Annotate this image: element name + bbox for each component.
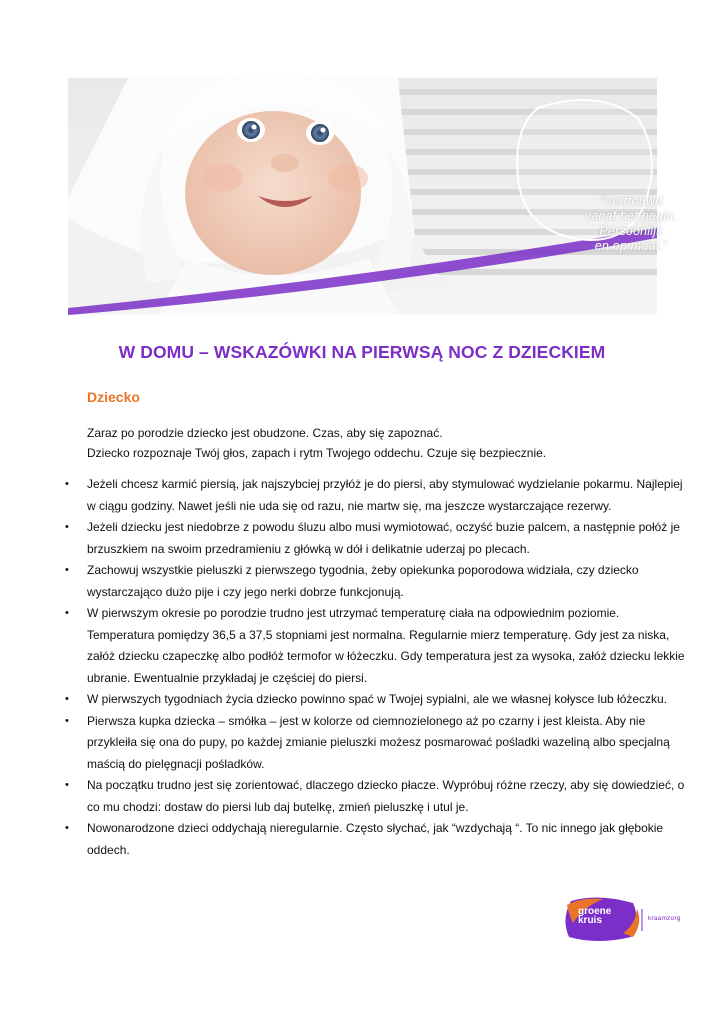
logo-suffix: kraamzorg xyxy=(648,915,681,922)
intro-paragraph xyxy=(87,423,687,463)
bullet-icon: • xyxy=(65,779,69,791)
list-item xyxy=(65,818,685,861)
list-item xyxy=(65,603,685,689)
list-item xyxy=(65,775,685,818)
hero-image xyxy=(68,78,678,315)
hero-quote-line: vanaf het begin. xyxy=(584,209,678,223)
list-item xyxy=(65,711,685,776)
bullet-icon: • xyxy=(65,693,69,705)
hero-quote xyxy=(576,194,686,254)
list-item-text: Pierwsza kupka dziecka – smółka – jest w kolorze od ciemnozielonego aż po czarny i jest kleista. Aby nie przykleiła się ona do pupy, po każdej zmianie pieluszki możesz posmarować pośladki wazeliną albo specjalną maścią do pielęgnacji pośladków. xyxy=(87,713,670,771)
list-item-text: Nowonarodzone dzieci oddychają nieregularnie. Często słychać, jak “wzdychają “. To nic innego jak głębokie oddech. xyxy=(87,821,664,857)
list-item xyxy=(65,517,685,560)
logo-word-line: groene xyxy=(578,906,612,917)
bullet-icon: • xyxy=(65,478,69,490)
list-item-text: W pierwszym okresie po porodzie trudno jest utrzymać temperaturę ciała na odpowiednim poziomie. Temperatura pomiędzy 36,5 a 37,5 stopniami jest normalna. Regularnie mierz temperaturę. Gdy jest za niska, załóż dziecku czapeczkę albo podłóż termofor w łóżeczku. Gdy temperatura jest za wysoka, załóż dziecku lekkie ubranie. Ewentualnie przykładaj je częściej do piersi. xyxy=(87,606,685,685)
list-item-text: W pierwszych tygodniach życia dziecko powinno spać w Twojej sypialni, ale we własnej kołysce lub łóżeczku. xyxy=(87,692,668,706)
logo-word-line: kruis xyxy=(578,915,602,926)
bullet-icon: • xyxy=(65,607,69,619)
bullet-icon: • xyxy=(65,564,69,576)
list-item-text: Jeżeli chcesz karmić piersią, jak najszybciej przyłóż je do piersi, aby stymulować wydzielanie pokarmu. Najlepiej w ciągu godziny. Nawet jeśli nie uda się od razu, nie martw się, ma jeszcze wystarczające rezerwy. xyxy=(87,477,683,513)
list-item-text: Jeżeli dziecku jest niedobrze z powodu śluzu albo musi wymiotować, oczyść buzie palcem, a następnie połóż je brzuszkiem na swoim przedramieniu z główką w dół i delikatnie uderzaj po plecach. xyxy=(87,520,680,556)
bullet-icon: • xyxy=(65,714,69,727)
section-title: Dziecko xyxy=(87,389,140,405)
baby-photo xyxy=(68,78,657,315)
list-item xyxy=(65,474,685,517)
hero-quote-line: “Vertrouwd xyxy=(599,194,663,208)
tips-list xyxy=(65,474,685,861)
logo-wordmark xyxy=(578,907,634,925)
intro-line: Zaraz po porodzie dziecko jest obudzone. Czas, aby się zapoznać. xyxy=(87,426,443,440)
list-item xyxy=(65,560,685,603)
intro-line: Dziecko rozpoznaje Twój głos, zapach i rytm Twojego oddechu. Czuje się bezpiecznie. xyxy=(87,446,547,460)
hero-quote-line: Persoonlijk xyxy=(599,224,663,238)
hero-quote-line: en op maat.” xyxy=(594,239,668,253)
page-title: W DOMU – WSKAZÓWKI NA PIERWSĄ NOC Z DZIECKIEM xyxy=(118,342,606,362)
list-item-text: Zachowuj wszystkie pieluszki z pierwszego tygodnia, żeby opiekunka poporodowa widziała, czy dziecko wystarczająco dużo pije i czy jego nerki dobrze funkcjonują. xyxy=(87,563,639,599)
list-item-text: Na początku trudno jest się zorientować, dlaczego dziecko płacze. Wypróbuj różne rzeczy, aby się dowiedzieć, o co mu chodzi: dostaw do piersi lub daj butelkę, zmień pieluszkę i utul je. xyxy=(87,778,685,814)
bullet-icon: • xyxy=(65,521,69,533)
list-item xyxy=(65,689,685,711)
bullet-icon: • xyxy=(65,822,69,834)
